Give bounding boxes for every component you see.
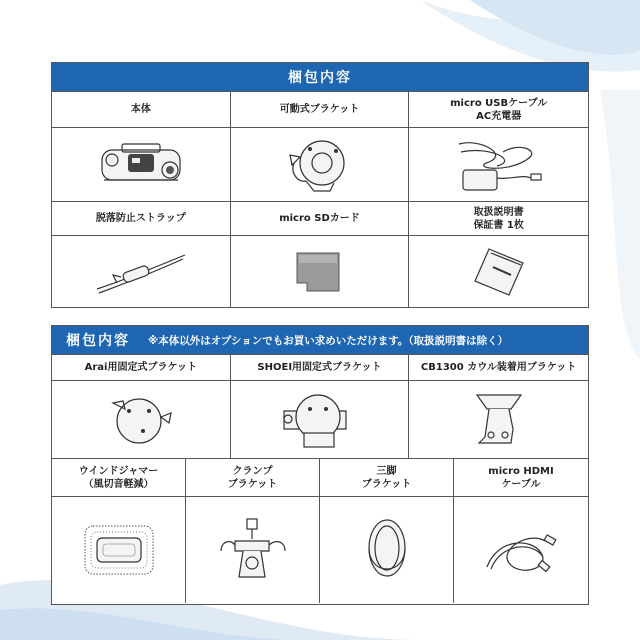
item-label-body: 本体 <box>52 92 231 128</box>
clamp-bracket-icon <box>186 497 320 603</box>
panel-2-header <box>52 326 588 355</box>
item-label-tripod-bracket: 三脚 ブラケット <box>320 459 454 497</box>
panel-2-note: ※本体以外はオプションでもお買い求めいただけます。（取扱説明書は除く） <box>148 334 509 347</box>
item-label-manual: 取扱説明書 保証書 1枚 <box>409 202 588 236</box>
camera-body-icon <box>52 128 231 202</box>
item-label-cb1300-bracket: CB1300 カウル装着用ブラケット <box>409 355 588 381</box>
movable-bracket-icon <box>231 128 410 202</box>
optional-contents-panel <box>51 325 589 605</box>
manual-icon <box>409 236 588 307</box>
item-label-usb-cable: micro USBケーブル AC充電器 <box>409 92 588 128</box>
panel-2-title: 梱包内容 <box>66 333 130 349</box>
item-label-arai-bracket: Arai用固定式ブラケット <box>52 355 231 381</box>
item-label-movable-bracket: 可動式ブラケット <box>231 92 410 128</box>
item-label-sd-card: micro SDカード <box>231 202 410 236</box>
item-label-wind-jammer: ウインドジャマー （風切音軽減） <box>52 459 186 497</box>
safety-strap-icon <box>52 236 231 307</box>
package-contents-panel <box>51 62 589 308</box>
wind-jammer-icon <box>52 497 186 603</box>
usb-cable-charger-icon <box>409 128 588 202</box>
sd-card-icon <box>231 236 410 307</box>
cb1300-bracket-icon <box>409 381 588 459</box>
panel-1-title: 梱包内容 <box>52 63 588 92</box>
tripod-bracket-icon <box>320 497 454 603</box>
arai-bracket-icon <box>52 381 231 459</box>
item-label-hdmi-cable: micro HDMI ケーブル <box>454 459 588 497</box>
shoei-bracket-icon <box>231 381 410 459</box>
hdmi-cable-icon <box>454 497 588 603</box>
item-label-safety-strap: 脱落防止ストラップ <box>52 202 231 236</box>
item-label-shoei-bracket: SHOEI用固定式ブラケット <box>231 355 410 381</box>
item-label-clamp-bracket: クランプ ブラケット <box>186 459 320 497</box>
